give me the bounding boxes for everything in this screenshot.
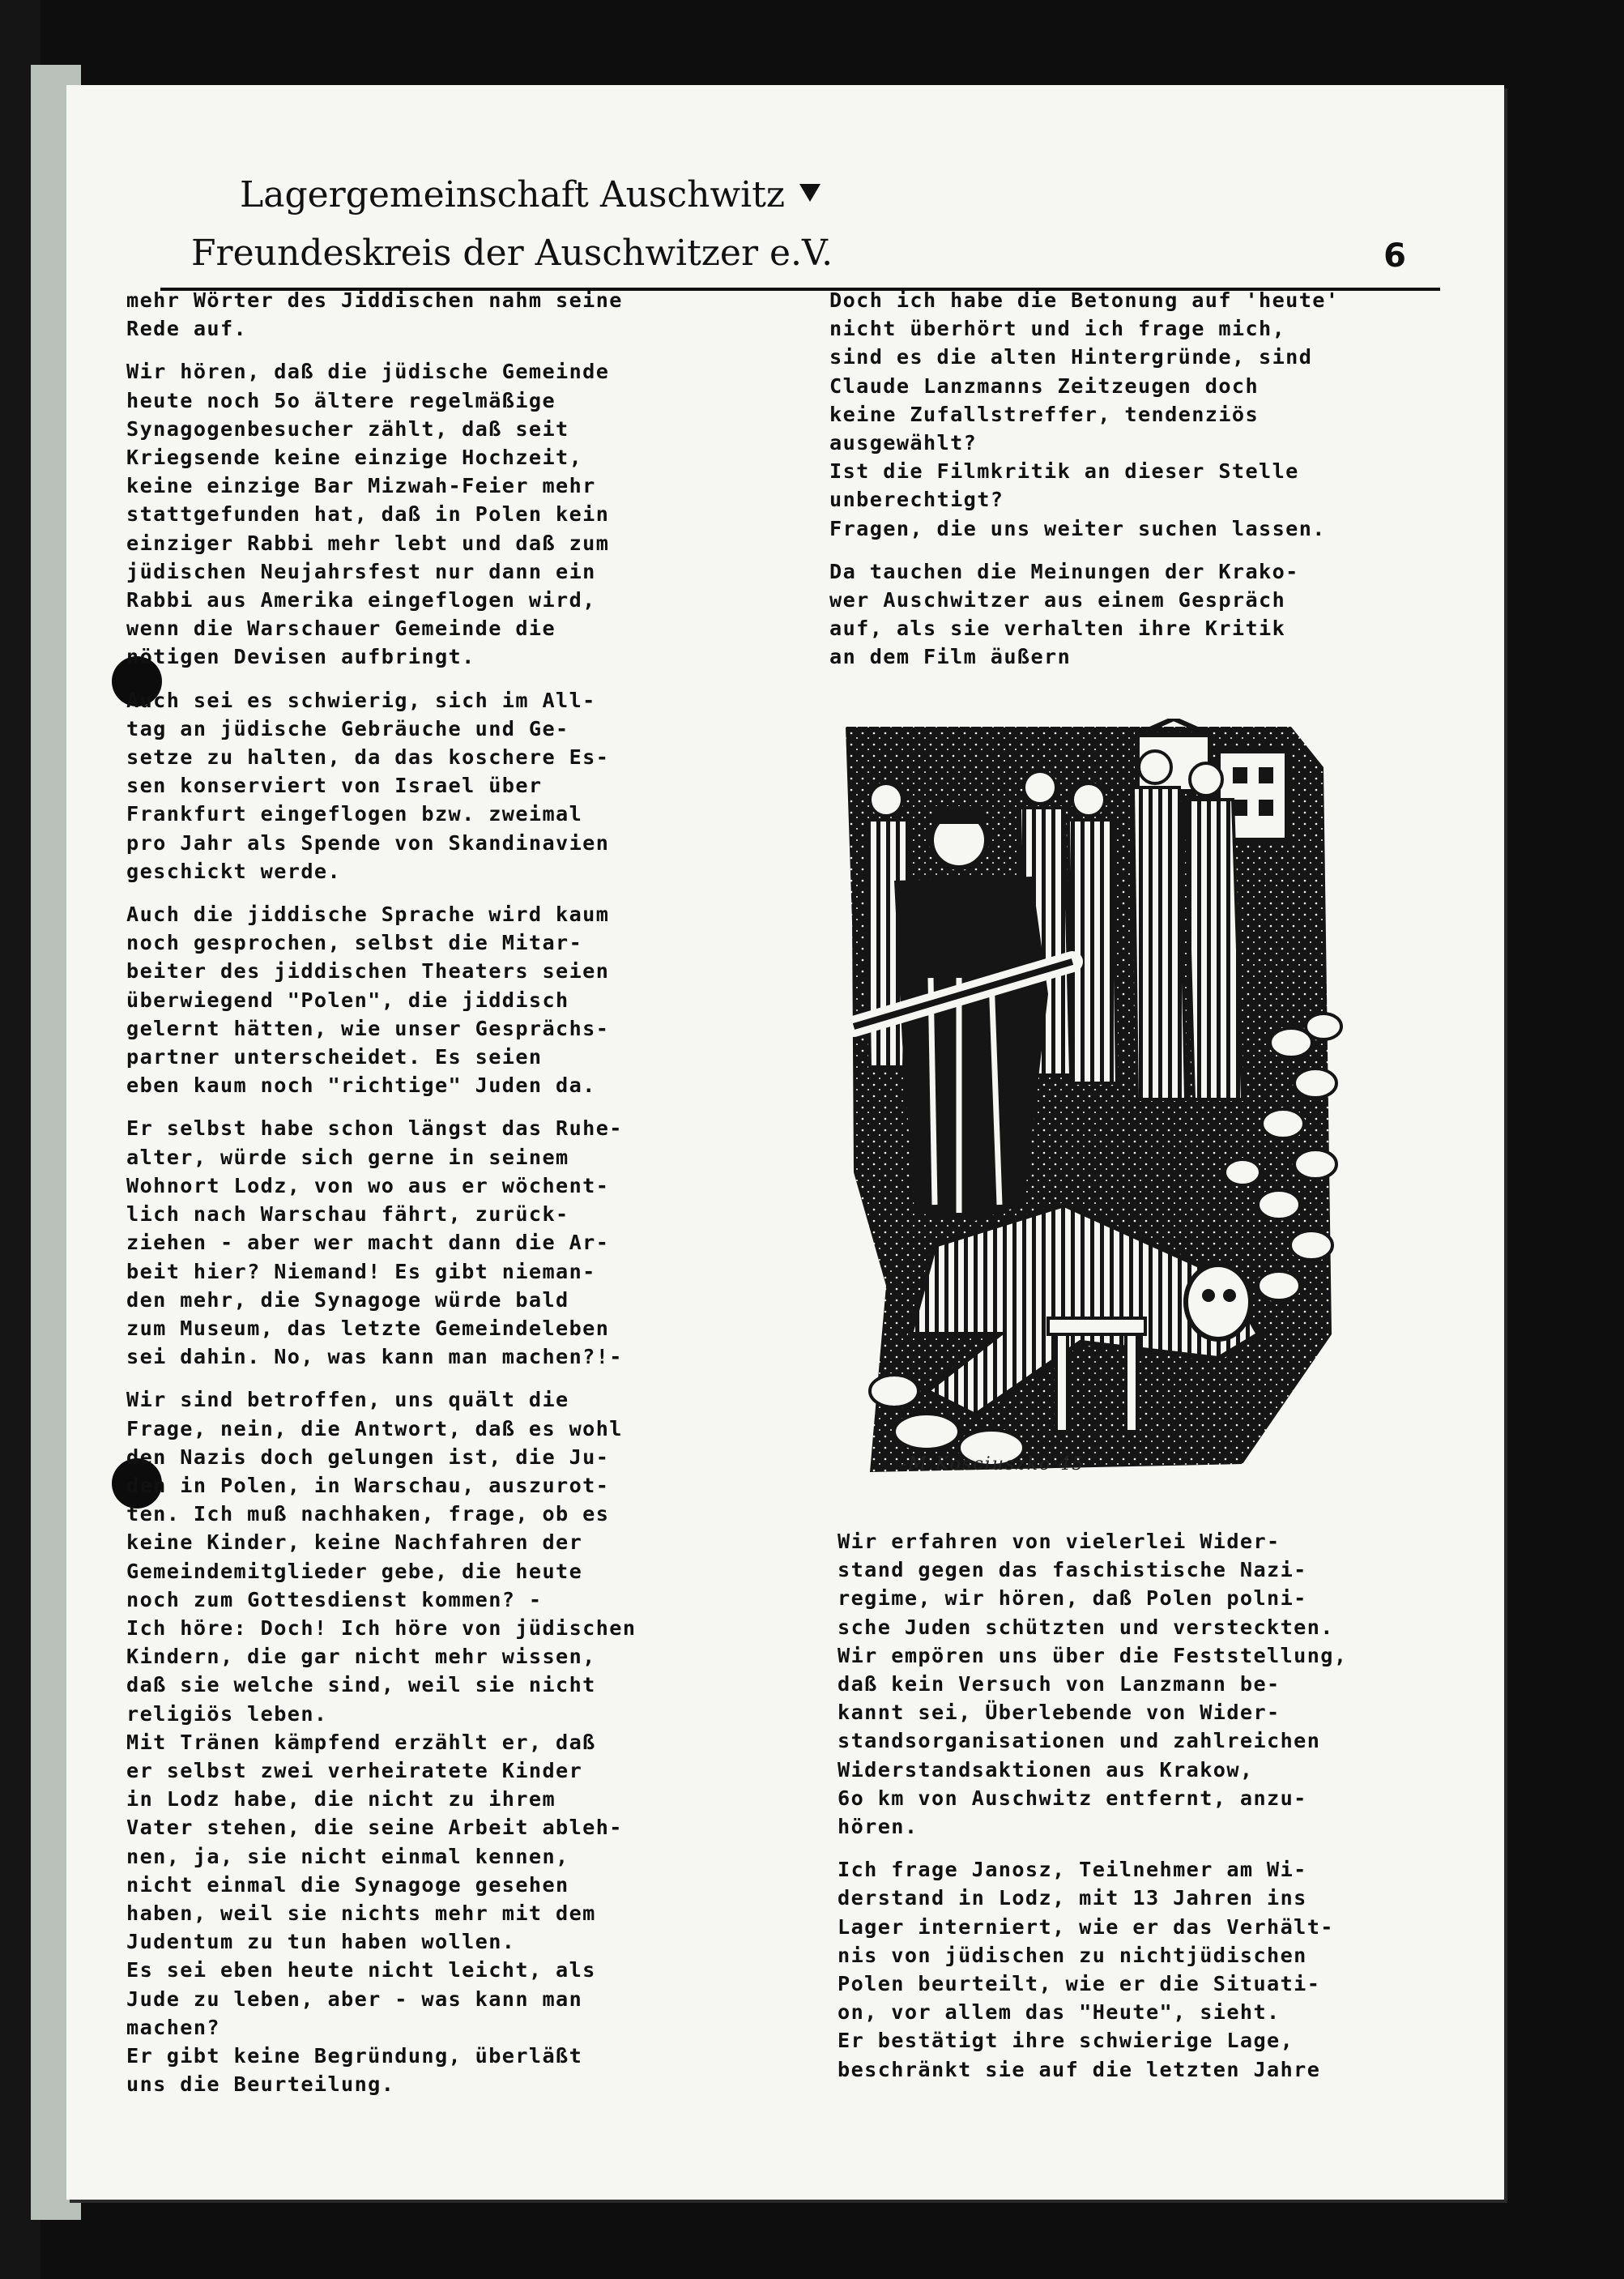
left-column [126,286,742,2113]
right-column-top [829,286,1494,686]
paragraph: Ich frage Janosz, Teilnehmer am Wi- derstand in Lodz, mit 13 Jahren ins Lager interniert, wie er das Verhält- nis von jüdischen zu nichtjüdischen Polen beurteilt, wie er die Situati- on, vor allem das "Heute", sieht. Er bestätigt ihre schwierige Lage, beschränkt sie auf die letzten Jahre [838,1858,1334,2081]
right-column-bottom [838,1527,1502,2098]
document-page [66,85,1504,2200]
page-number: 6 [1383,237,1406,275]
paragraph: Wir sind betroffen, uns quält die Frage, nein, die Antwort, daß es wohl den Nazis doch gelungen ist, die Ju- den in Polen, in Warschau, auszurot- ten. Ich muß nachhaken, frage, ob es keine Kinder, keine Nachfahren der Gemeindemitglieder gebe, die heute noch zum Gottesdienst kommen? - Ich höre: Doch! Ich höre von jüdischen Kindern, die gar nicht mehr wissen, daß sie welche sind, weil sie nicht religiös leben. Mit Tränen kämpfend erzählt er, daß er selbst zwei verheiratete Kinder in Lodz habe, die nicht zu ihrem Vater stehen, die seine Arbeit ableh- nen, ja, sie nicht einmal kennen, nicht einmal die Synagoge gesehen haben, weil sie nichts mehr mit dem Judentum zu tun haben wollen. Es sei eben heute nicht leicht, als Jude zu leben, aber - was kann man machen? Er gibt keine Begründung, überläßt uns die Beurteilung. [126,1388,637,2097]
paragraph: Er selbst habe schon längst das Ruhe- alter, würde sich gerne in seinem Wohnort Lodz, von wo aus er wöchent- lich nach Warschau fährt, zurück- ziehen - aber wer macht dann die Ar- beit hier? Niemand! Es gibt nieman- den mehr, die Synagoge würde bald zum Museum, das letzte Gemeindeleben sei dahin. No, was kann man machen?!- [126,1116,623,1369]
woodcut-illustration [838,719,1361,1488]
paragraph: Wir hören, daß die jüdische Gemeinde heute noch 5o ältere regelmäßige Synagogenbesucher zählt, daß seit Kriegsende keine einzige Hochzeit, keine einzige Bar Mizwah-Feier mehr stattgefunden hat, daß in Polen kein einziger Rabbi mehr lebt und daß zum jüdischen Neujahrsfest nur dann ein Rabbi aus Amerika eingeflogen wird, wenn die Warschauer Gemeinde die nötigen Devisen aufbringt. [126,360,610,669]
illustration-signature: -M.Kosciuszko 45 [901,1454,1085,1475]
paragraph: Auch die jiddische Sprache wird kaum noch gesprochen, selbst die Mitar- beiter des jiddischen Theaters seien überwiegend "Polen", die jiddisch gelernt hätten, wie unser Gesprächs- partner unterscheidet. Es seien eben kaum noch "richtige" Juden da. [126,903,610,1098]
paragraph: Auch sei es schwierig, sich im All- tag an jüdische Gebräuche und Ge- setze zu halten, da das koschere Es- sen konserviert von Israel über Frankfurt eingeflogen bzw. zweimal pro Jahr als Spende von Skandinavien geschickt werde. [126,688,610,883]
header-line1: Lagergemeinschaft Auschwitz [240,174,786,216]
paragraph: Wir erfahren von vielerlei Wider- stand gegen das faschistische Nazi- regime, wir hören, daß Polen polni- sche Juden schützten und versteckten. Wir empören uns über die Feststellung, daß kein Versuch von Lanzmann be- kannt sei, Überlebende von Wider- standsorganisationen und zahlreichen Widerstandsaktionen aus Krakow, 6o km von Auschwitz entfernt, anzu- hören. [838,1530,1348,1839]
paragraph: mehr Wörter des Jiddischen nahm seine Rede auf. [126,288,623,341]
triangle-icon [799,184,821,202]
paragraph: Doch ich habe die Betonung auf 'heute' nicht überhört und ich frage mich, sind es die alten Hintergründe, sind Claude Lanzmanns Zeitzeugen doch keine Zufallstreffer, tendenziös ausgewählt? Ist die Filmkritik an dieser Stelle unberechtigt? Fragen, die uns weiter suchen lassen. [829,288,1340,540]
paragraph: Da tauchen die Meinungen der Krako- wer Auschwitzer aus einem Gespräch auf, als sie verhalten ihre Kritik an dem Film äußern [829,559,1299,669]
organization-subtitle: Freundeskreis der Auschwitzer e.V. [191,233,833,274]
organization-name [240,174,821,216]
